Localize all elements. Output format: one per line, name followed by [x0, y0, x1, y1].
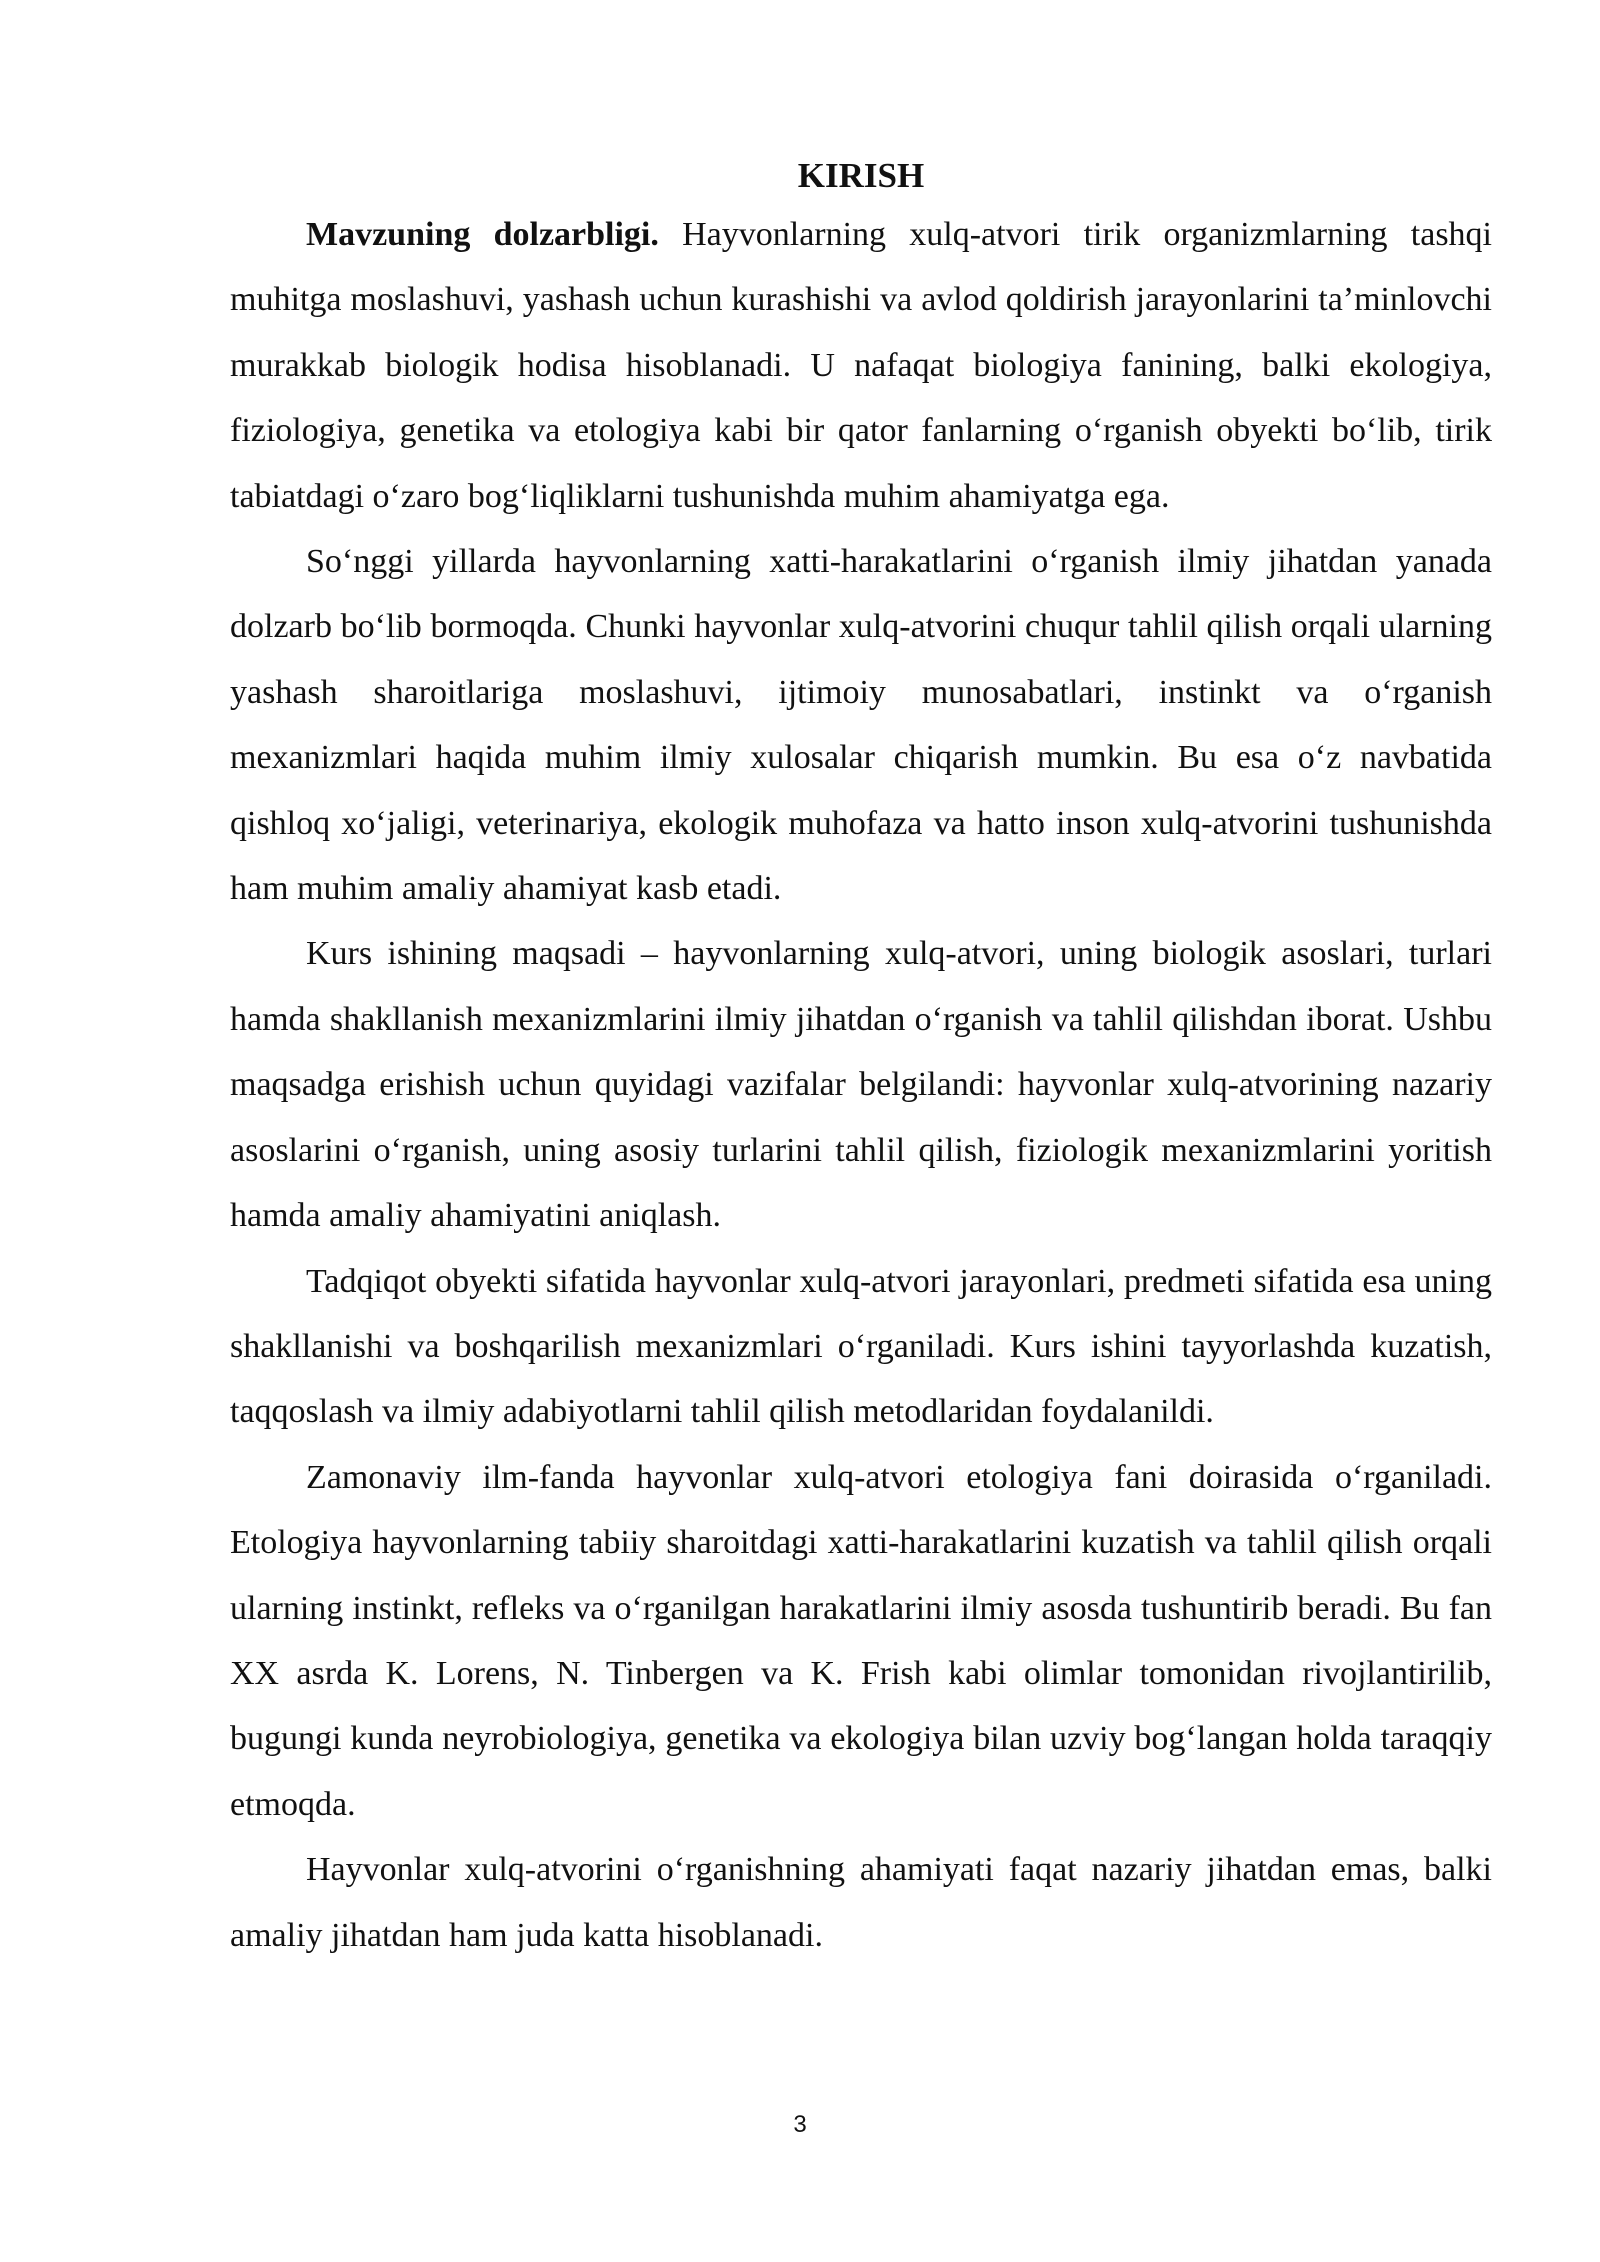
paragraph-lead: Mavzuning dolzarbligi.	[306, 216, 659, 253]
paragraph-importance: Hayvonlar xulq-atvorini o‘rganishning ahamiyati faqat nazariy jihatdan emas, balki amaliy jihatdan ham juda katta hisoblanadi.	[230, 1851, 1492, 1954]
paragraph-ethology: Zamonaviy ilm-fanda hayvonlar xulq-atvori etologiya fani doirasida o‘rganiladi. Etologiya hayvonlarning tabiiy sharoitdagi xatti-harakatlarini kuzatish va tahlil qilish orqali ularning instinkt, refleks va o‘rganilgan harakatlarini ilmiy asosda tushuntirib beradi. Bu fan XX asrda K. Lorens, N. Tinbergen va K. Frish kabi olimlar tomonidan rivojlantirilib, bugungi kunda neyrobiologiya, genetika va ekologiya bilan uzviy bog‘langan holda taraqqiy etmoqda.	[230, 1458, 1492, 1823]
paragraph-goal: Kurs ishining maqsadi – hayvonlarning xulq-atvori, uning biologik asoslari, turlari hamda shakllanish mexanizmlarini ilmiy jihatdan o‘rganish va tahlil qilishdan iborat. Ushbu maqsadga erishish uchun quyidagi vazifalar belgilandi: hayvonlar xulq-atvorining nazariy asoslarini o‘rganish, uning asosiy turlarini tahlil qilish, fiziologik mexanizmlarini yoritish hamda amaliy ahamiyatini aniqlash.	[230, 935, 1492, 1235]
section-heading: KIRISH	[797, 156, 925, 195]
paragraph-relevance	[230, 202, 1492, 529]
document-page	[230, 150, 1492, 1968]
page-number: 3	[793, 2111, 807, 2138]
paragraph-recent-years: So‘nggi yillarda hayvonlarning xatti-harakatlarini o‘rganish ilmiy jihatdan yanada dolzarb bo‘lib bormoqda. Chunki hayvonlar xulq-atvorini chuqur tahlil qilish orqali ularning yashash sharoitlariga moslashuvi, ijtimoiy munosabatlari, instinkt va o‘rganish mexanizmlari haqida muhim ilmiy xulosalar chiqarish mumkin. Bu esa o‘z navbatida qishloq xo‘jaligi, veterinariya, ekologik muhofaza va hatto inson xulq-atvorini tushunishda ham muhim amaliy ahamiyat kasb etadi.	[230, 543, 1492, 908]
paragraph-object: Tadqiqot obyekti sifatida hayvonlar xulq-atvori jarayonlari, predmeti sifatida esa uning shakllanishi va boshqarilish mexanizmlari o‘rganiladi. Kurs ishini tayyorlashda kuzatish, taqqoslash va ilmiy adabiyotlarni tahlil qilish metodlaridan foydalanildi.	[230, 1262, 1492, 1431]
paragraph-text: Hayvonlarning xulq-atvori tirik organizmlarning tashqi muhitga moslashuvi, yashash uchun kurashishi va avlod qoldirish jarayonlarini ta’minlovchi murakkab biologik hodisa hisoblanadi. U nafaqat biologiya fanining, balki ekologiya, fiziologiya, genetika va etologiya kabi bir qator fanlarning o‘rganish obyekti bo‘lib, tirik tabiatdagi o‘zaro bog‘liqliklarni tushunishda muhim ahamiyatga ega.	[230, 216, 1492, 515]
